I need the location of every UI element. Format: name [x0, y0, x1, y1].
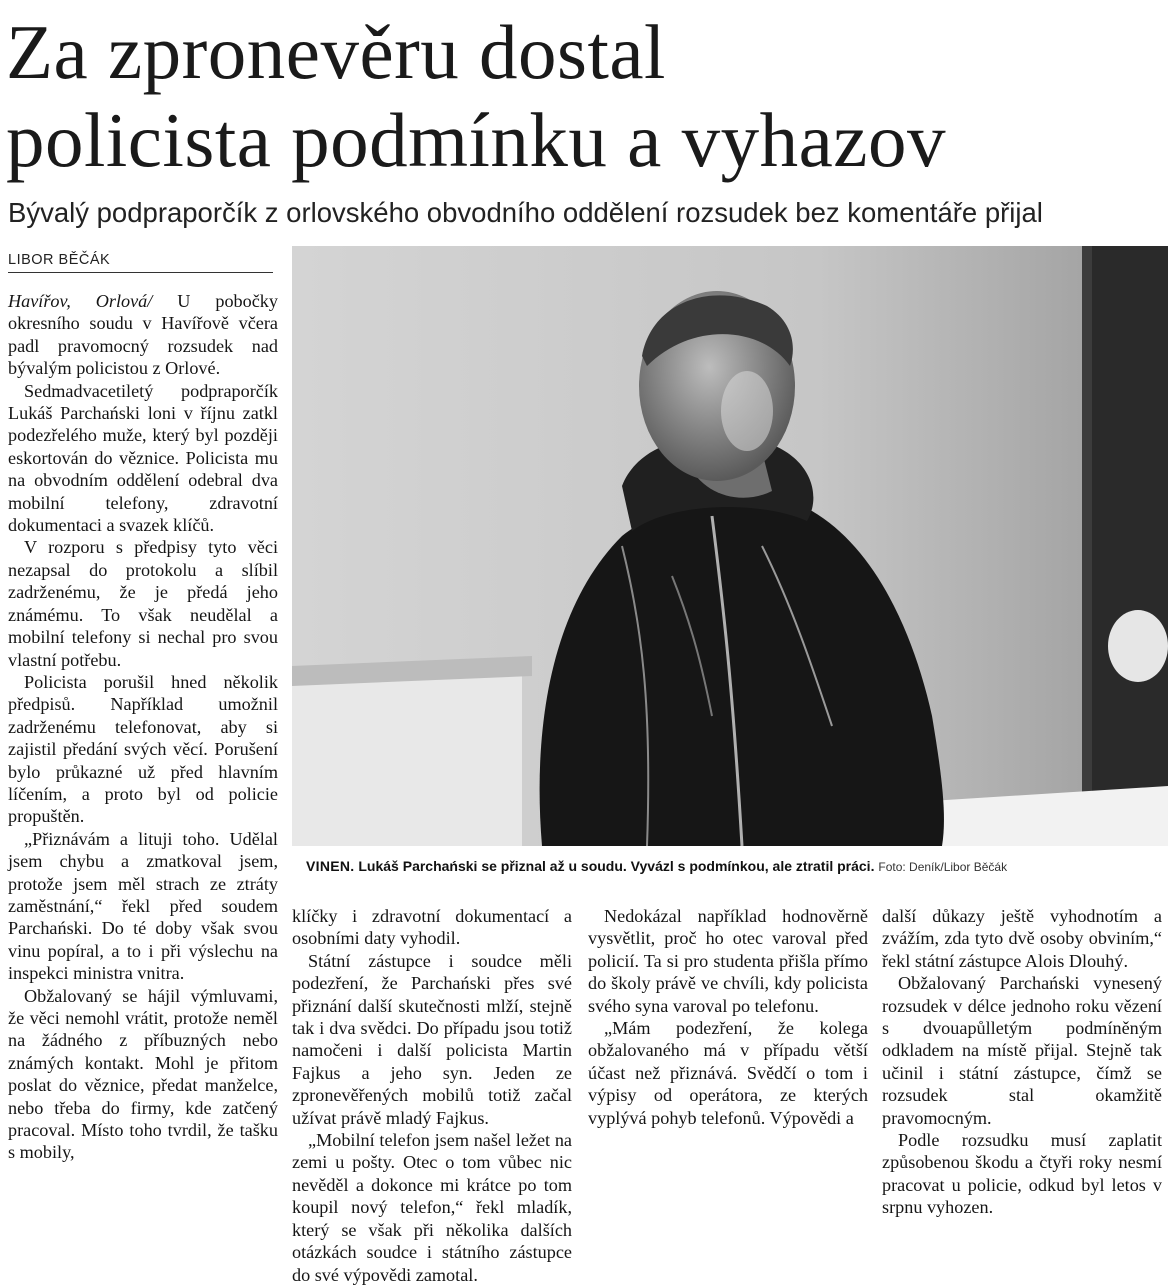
article-column-4	[882, 905, 1162, 1219]
subheadline: Bývalý podpraporčík z orlovského obvodního oddělení rozsudek bez komentáře přijal	[8, 197, 1043, 228]
headline-line-1: Za zpronevěru dostal	[6, 9, 666, 95]
article-paragraph: Sedmadvacetiletý podpraporčík Lukáš Parchański loni v říjnu zatkl podezřelého muže, který byl později eskortován do věznice. Policista mu na obvodním oddělení odebral dva mobilní telefony, zdravotní dokumentaci a svazek klíčů.	[8, 380, 278, 536]
caption-text: Lukáš Parchański se přiznal až u soudu. Vyvázl s podmínkou, ale ztratil práci.	[358, 858, 875, 874]
article-paragraph: V rozporu s předpisy tyto věci nezapsal do protokolu a slíbil zadrženému, že je předá jeho známému. To však neudělal a mobilní telefony si nechal pro svou vlastní potřebu.	[8, 537, 278, 670]
headline	[6, 8, 1166, 184]
headline-line-2: policista podmínku a vyhazov	[6, 97, 946, 183]
article-column-1	[8, 290, 278, 1164]
article-paragraph: Obžalovaný se hájil výmluvami, že věci nemohl vrátit, protože neměl na žádného z příbuzných nebo známých kontakt. Mohl je přitom poslat do věznice, předat manželce, nebo třeba do firmy, kde zatčený pracoval. Místo toho tvrdil, že tašku s mobily,	[8, 985, 278, 1163]
article-paragraph: „Mobilní telefon jsem našel ležet na zemi u pošty. Otec o tom vůbec nic nevěděl a dokonce mi krátce po tom koupil nový telefon,“ řekl mladík, který se však při několika dalších otázkách soudce i státního zástupce do své výpovědi zamotal.	[292, 1130, 572, 1285]
photo-caption	[306, 856, 1166, 877]
photo-credit: Foto: Deník/Libor Běčák	[878, 860, 1008, 874]
article-paragraph: klíčky i zdravotní dokumentací a osobními daty vyhodil.	[292, 906, 572, 949]
article-paragraph: „Mám podezření, že kolega obžalovaného má v případu větší účast než přiznává. Svědčí o tom i výpisy od operátora, ze kterých vyplývá pohyb telefonů. Výpovědi a	[588, 1018, 868, 1128]
article-paragraph: Obžalovaný Parchański vynesený rozsudek v délce jednoho roku vězení s dvouapůlletým podmíněným odkladem na místě přijal. Stejně tak učinil i státní zástupce, čímž se rozsudek stal okamžitě pravomocným.	[882, 973, 1162, 1128]
byline: LIBOR BĚČÁK	[8, 252, 273, 273]
dateline: Havířov, Orlová/	[8, 291, 153, 311]
article-photo	[292, 246, 1168, 846]
article-paragraph: Podle rozsudku musí zaplatit způsobenou škodu a čtyři roky nesmí pracovat u policie, odkud byl letos v srpnu vyhozen.	[882, 1130, 1162, 1218]
photo-illustration	[292, 246, 1168, 846]
article-paragraph: další důkazy ještě vyhodnotím a zvážím, zda tyto dvě osoby obviním,“ řekl státní zástupce Alois Dlouhý.	[882, 906, 1162, 971]
article-column-2	[292, 905, 572, 1286]
article-paragraph: Havířov, Orlová/ U pobočky okresního soudu v Havířově včera padl pravomocný rozsudek nad bývalým policistou z Orlové.	[8, 291, 278, 379]
article-paragraph: „Přiznávám a lituji toho. Udělal jsem chybu a zmatkoval jsem, protože jsem měl strach ze ztráty zaměstnání,“ řekl před soudem Parchański. Do té doby však svou vinu popíral, a to i při výslechu na inspekci ministra vnitra.	[8, 828, 278, 984]
article-column-3	[588, 905, 868, 1129]
article-paragraph: Státní zástupce i soudce měli podezření, že Parchański přes své přiznání další skutečnosti mlží, stejně tak i dva svědci. Do případu jsou totiž namočeni i další policista Martin Fajkus a jeho syn. Jeden ze zpronevěřených mobilů totiž začal užívat právě mladý Fajkus.	[292, 950, 572, 1128]
article-paragraph: Nedokázal například hodnověrně vysvětlit, proč ho otec varoval před policií. Ta si pro studenta přišla přímo do školy právě ve chvíli, kdy policista svého syna varoval po telefonu.	[588, 906, 868, 1016]
caption-tag: VINEN.	[306, 858, 355, 874]
article-paragraph: Policista porušil hned několik předpisů. Například umožnil zadrženému telefonovat, aby si zajistil předání svých věcí. Porušení bylo průkazné už před hlavním líčením, a proto byl od policie propuštěn.	[8, 671, 278, 827]
